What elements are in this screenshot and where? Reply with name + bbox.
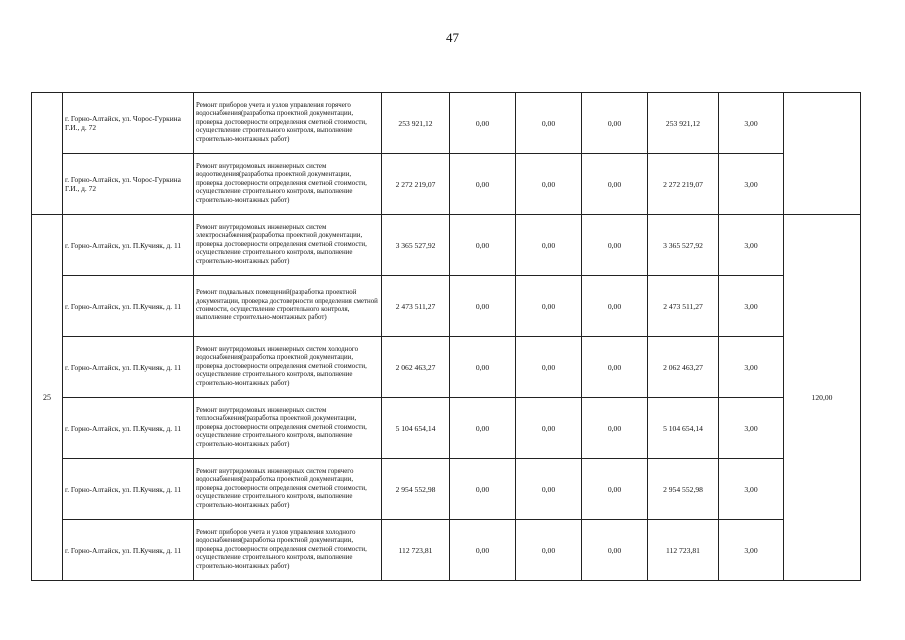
funding-cell: 0,00: [582, 215, 648, 276]
owner-funds-cell: 2 272 219,07: [648, 154, 719, 215]
funding-cell: 0,00: [582, 398, 648, 459]
row-number-cell: 25: [32, 215, 63, 581]
table-row: [32, 398, 861, 459]
address-cell: г. Горно-Алтайск, ул. П.Кучияк, д. 11: [63, 276, 194, 337]
address-cell: г. Горно-Алтайск, ул. П.Кучияк, д. 11: [63, 459, 194, 520]
work-description-cell: Ремонт приборов учета и узлов управления холодного водоснабжения(разработка проектной документации, проверка достоверности определения сметной стоимости, осуществление строительного контроля, выполнение строительно-монтажных работ): [194, 520, 382, 581]
cost-total-cell: 2 954 552,98: [382, 459, 450, 520]
address-cell: г. Горно-Алтайск, ул. П.Кучияк, д. 11: [63, 398, 194, 459]
address-cell: г. Горно-Алтайск, ул. П.Кучияк, д. 11: [63, 520, 194, 581]
funding-cell: 0,00: [516, 215, 582, 276]
owner-funds-cell: 5 104 654,14: [648, 398, 719, 459]
funding-cell: 0,00: [516, 459, 582, 520]
group-total-cell: [784, 93, 861, 215]
term-cell: 3,00: [719, 398, 784, 459]
term-cell: 3,00: [719, 154, 784, 215]
term-cell: 3,00: [719, 459, 784, 520]
funding-cell: 0,00: [516, 520, 582, 581]
funding-cell: 0,00: [582, 520, 648, 581]
funding-cell: 0,00: [582, 154, 648, 215]
term-cell: 3,00: [719, 215, 784, 276]
cost-total-cell: 2 473 511,27: [382, 276, 450, 337]
work-description-cell: Ремонт приборов учета и узлов управления горячего водоснабжения(разработка проектной документации, проверка достоверности определения сметной стоимости, осуществление строительного контроля, выполнение строительно-монтажных работ): [194, 93, 382, 154]
term-cell: 3,00: [719, 337, 784, 398]
funding-cell: 0,00: [582, 93, 648, 154]
owner-funds-cell: 2 954 552,98: [648, 459, 719, 520]
address-cell: г. Горно-Алтайск, ул. П.Кучияк, д. 11: [63, 215, 194, 276]
work-description-cell: Ремонт внутридомовых инженерных систем холодного водоснабжения(разработка проектной документации, проверка достоверности определения сметной стоимости, осуществление строительного контроля, выполнение строительно-монтажных работ): [194, 337, 382, 398]
funding-cell: 0,00: [516, 398, 582, 459]
work-description-cell: Ремонт внутридомовых инженерных систем теплоснабжения(разработка проектной документации, проверка достоверности определения сметной стоимости, осуществление строительного контроля, выполнение строительно-монтажных работ): [194, 398, 382, 459]
funding-cell: 0,00: [516, 93, 582, 154]
funding-cell: 0,00: [582, 337, 648, 398]
cost-total-cell: 3 365 527,92: [382, 215, 450, 276]
cost-total-cell: 253 921,12: [382, 93, 450, 154]
work-description-cell: Ремонт внутридомовых инженерных систем горячего водоснабжения(разработка проектной документации, проверка достоверности определения сметной стоимости, осуществление строительного контроля, выполнение строительно-монтажных работ): [194, 459, 382, 520]
funding-cell: 0,00: [516, 154, 582, 215]
funding-cell: 0,00: [516, 337, 582, 398]
owner-funds-cell: 3 365 527,92: [648, 215, 719, 276]
funding-cell: 0,00: [582, 276, 648, 337]
work-description-cell: Ремонт внутридомовых инженерных систем электроснабжения(разработка проектной документации, проверка достоверности определения сметной стоимости, осуществление строительного контроля, выполнение строительно-монтажных работ): [194, 215, 382, 276]
funding-cell: 0,00: [450, 93, 516, 154]
table-row: [32, 215, 861, 276]
funding-cell: 0,00: [450, 154, 516, 215]
term-cell: 3,00: [719, 276, 784, 337]
row-number-cell: [32, 93, 63, 215]
funding-cell: 0,00: [450, 215, 516, 276]
funding-cell: 0,00: [450, 520, 516, 581]
owner-funds-cell: 2 473 511,27: [648, 276, 719, 337]
cost-total-cell: 2 062 463,27: [382, 337, 450, 398]
address-cell: г. Горно-Алтайск, ул. П.Кучияк, д. 11: [63, 337, 194, 398]
table-row: [32, 154, 861, 215]
cost-total-cell: 5 104 654,14: [382, 398, 450, 459]
owner-funds-cell: 253 921,12: [648, 93, 719, 154]
table-row: [32, 337, 861, 398]
term-cell: 3,00: [719, 93, 784, 154]
owner-funds-cell: 2 062 463,27: [648, 337, 719, 398]
capital-repair-table: [31, 92, 861, 581]
funding-cell: 0,00: [450, 337, 516, 398]
owner-funds-cell: 112 723,81: [648, 520, 719, 581]
work-description-cell: Ремонт внутридомовых инженерных систем водоотведения(разработка проектной документации, проверка достоверности определения сметной стоимости, осуществление строительного контроля, выполнение строительно-монтажных работ): [194, 154, 382, 215]
table-row: [32, 459, 861, 520]
address-cell: г. Горно-Алтайск, ул. Чорос-Гуркина Г.И., д. 72: [63, 93, 194, 154]
work-description-cell: Ремонт подвальных помещений(разработка проектной документации, проверка достоверности определения сметной стоимости, осуществление строительного контроля, выполнение строительно-монтажных работ): [194, 276, 382, 337]
group-total-cell: 120,00: [784, 215, 861, 581]
table-row: [32, 93, 861, 154]
funding-cell: 0,00: [450, 398, 516, 459]
cost-total-cell: 2 272 219,07: [382, 154, 450, 215]
funding-cell: 0,00: [450, 459, 516, 520]
funding-cell: 0,00: [582, 459, 648, 520]
funding-cell: 0,00: [516, 276, 582, 337]
table-row: [32, 520, 861, 581]
page-number: 47: [446, 30, 459, 45]
cost-total-cell: 112 723,81: [382, 520, 450, 581]
address-cell: г. Горно-Алтайск, ул. Чорос-Гуркина Г.И., д. 72: [63, 154, 194, 215]
table-row: [32, 276, 861, 337]
term-cell: 3,00: [719, 520, 784, 581]
funding-cell: 0,00: [450, 276, 516, 337]
